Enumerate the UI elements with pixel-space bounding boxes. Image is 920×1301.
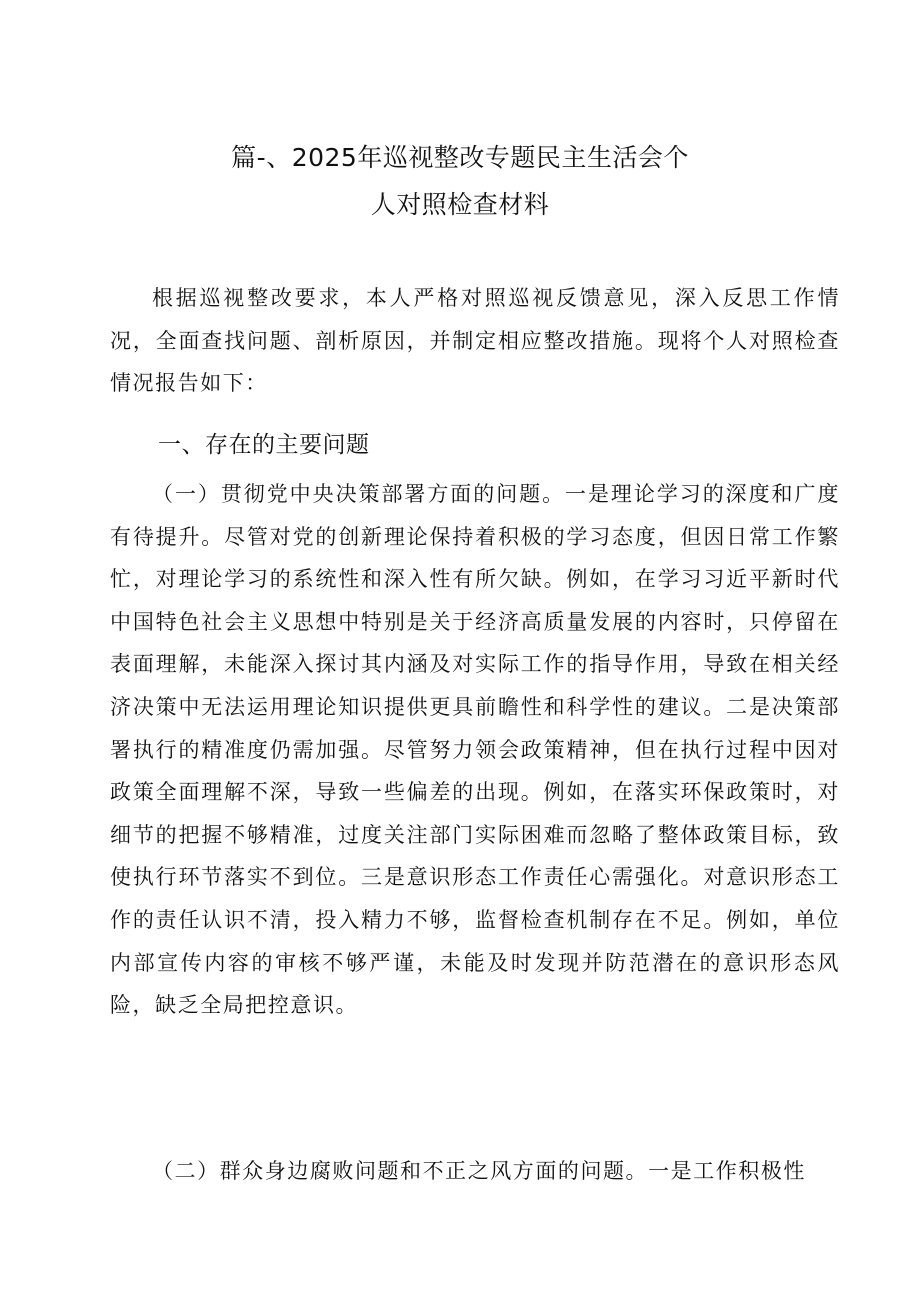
intro-paragraph: 根据巡视整改要求，本人严格对照巡视反馈意见，深入反思工作情况，全面查找问题、剖析原因，并制定相应整改措施。现将个人对照检查情况报告如下：: [110, 286, 840, 396]
section-heading-main-problems: 一、存在的主要问题: [158, 432, 370, 458]
document-title-line-2: 人对照检查材料: [370, 190, 550, 219]
document-title-line-1: 篇-、2025年巡视整改专题民主生活会个: [231, 143, 689, 172]
section-1-item-2-paragraph: （二）群众身边腐败问题和不正之风方面的问题。一是工作积极性: [152, 1159, 806, 1183]
section-1-item-1-paragraph: （一）贯彻党中央决策部署方面的问题。一是理论学习的深度和广度有待提升。尽管对党的创新理论保持着积极的学习态度，但因日常工作繁忙，对理论学习的系统性和深入性有所欠缺。例如，在学习习近平新时代中国特色社会主义思想中特别是关于经济高质量发展的内容时，只停留在表面理解，未能深入探讨其内涵及对实际工作的指导作用，导致在相关经济决策中无法运用理论知识提供更具前瞻性和科学性的建议。二是决策部署执行的精准度仍需加强。尽管努力领会政策精神，但在执行过程中因对政策全面理解不深，导致一些偏差的出现。例如，在落实环保政策时，对细节的把握不够精准，过度关注部门实际困难而忽略了整体政策目标，致使执行环节落实不到位。三是意识形态工作责任心需强化。对意识形态工作的责任认识不清，投入精力不够，监督检查机制存在不足。例如，单位内部宣传内容的审核不够严谨，未能及时发现并防范潜在的意识形态风险，缺乏全局把控意识。: [110, 482, 840, 1018]
